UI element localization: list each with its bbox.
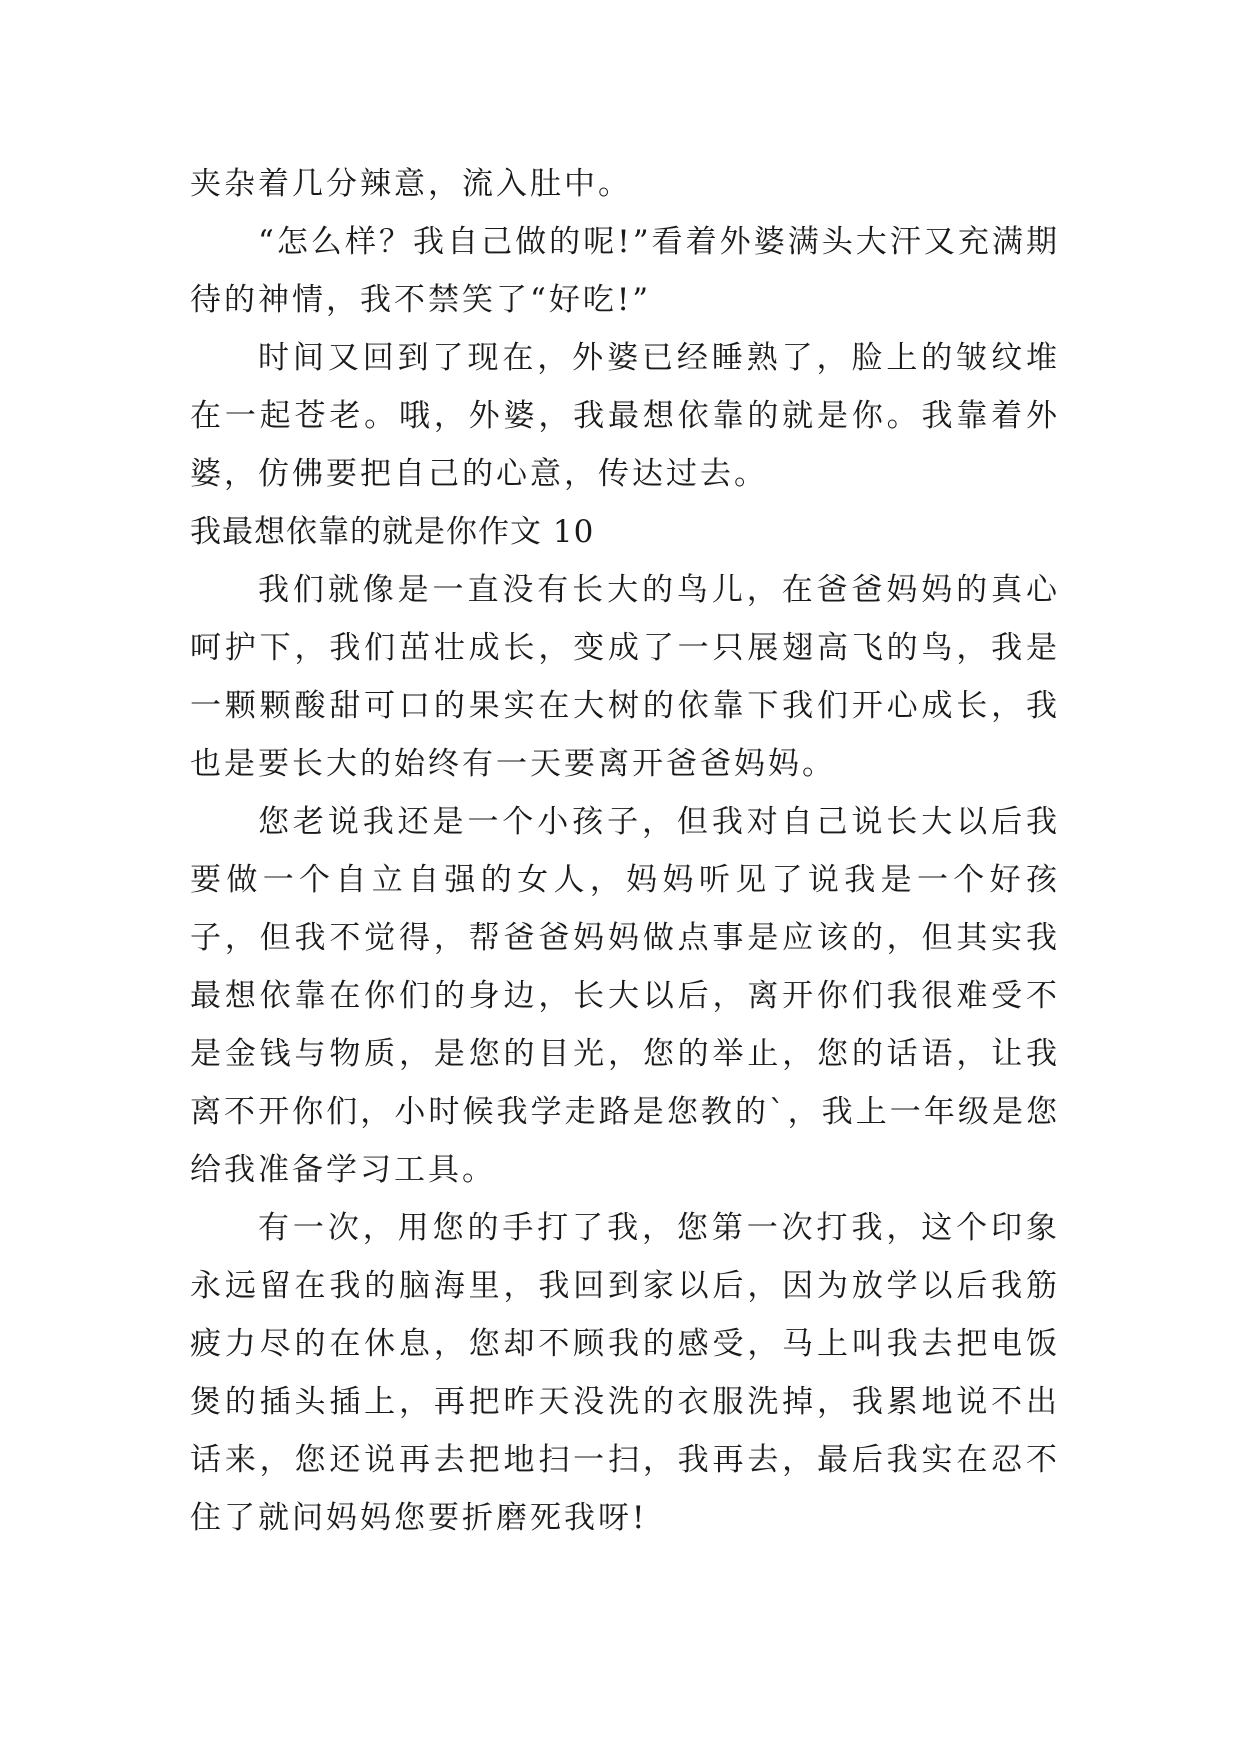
paragraph-present-time: 时间又回到了现在，外婆已经睡熟了，脸上的皱纹堆在一起苍老。哦，外婆，我最想依靠的就是你。我靠着外婆，仿佛要把自己的心意，传达过去。 [190, 340, 1060, 492]
paragraph-continuation: 夹杂着几分辣意，流入肚中。 [190, 166, 632, 202]
essay-paragraph-3: 有一次，用您的手打了我，您第一次打我，这个印象永远留在我的脑海里，我回到家以后，因为放学以后我筋疲力尽的在休息，您却不顾我的感受，马上叫我去把电饭煲的插头插上，再把昨天没洗的衣服洗掉，我累地说不出话来，您还说再去把地扫一扫，我再去，最后我实在忍不住了就问妈妈您要折磨死我呀! [190, 1210, 1060, 1536]
essay-title: 我最想依靠的就是你作文 10 [190, 514, 595, 550]
document-body [190, 155, 1060, 1547]
essay-paragraph-1: 我们就像是一直没有长大的鸟儿，在爸爸妈妈的真心呵护下，我们茁壮成长，变成了一只展翅高飞的鸟，我是一颗颗酸甜可口的果实在大树的依靠下我们开心成长，我也是要长大的始终有一天要离开爸爸妈妈。 [190, 572, 1060, 782]
essay-paragraph-2: 您老说我还是一个小孩子，但我对自己说长大以后我要做一个自立自强的女人，妈妈听见了说我是一个好孩子，但我不觉得，帮爸爸妈妈做点事是应该的，但其实我最想依靠在你们的身边，长大以后，离开你们我很难受不是金钱与物质，是您的目光，您的举止，您的话语，让我离不开你们，小时候我学走路是您教的`，我上一年级是您给我准备学习工具。 [190, 804, 1060, 1188]
paragraph-dialogue: “怎么样？我自己做的呢!”看着外婆满头大汗又充满期待的神情，我不禁笑了“好吃!” [190, 224, 1060, 318]
